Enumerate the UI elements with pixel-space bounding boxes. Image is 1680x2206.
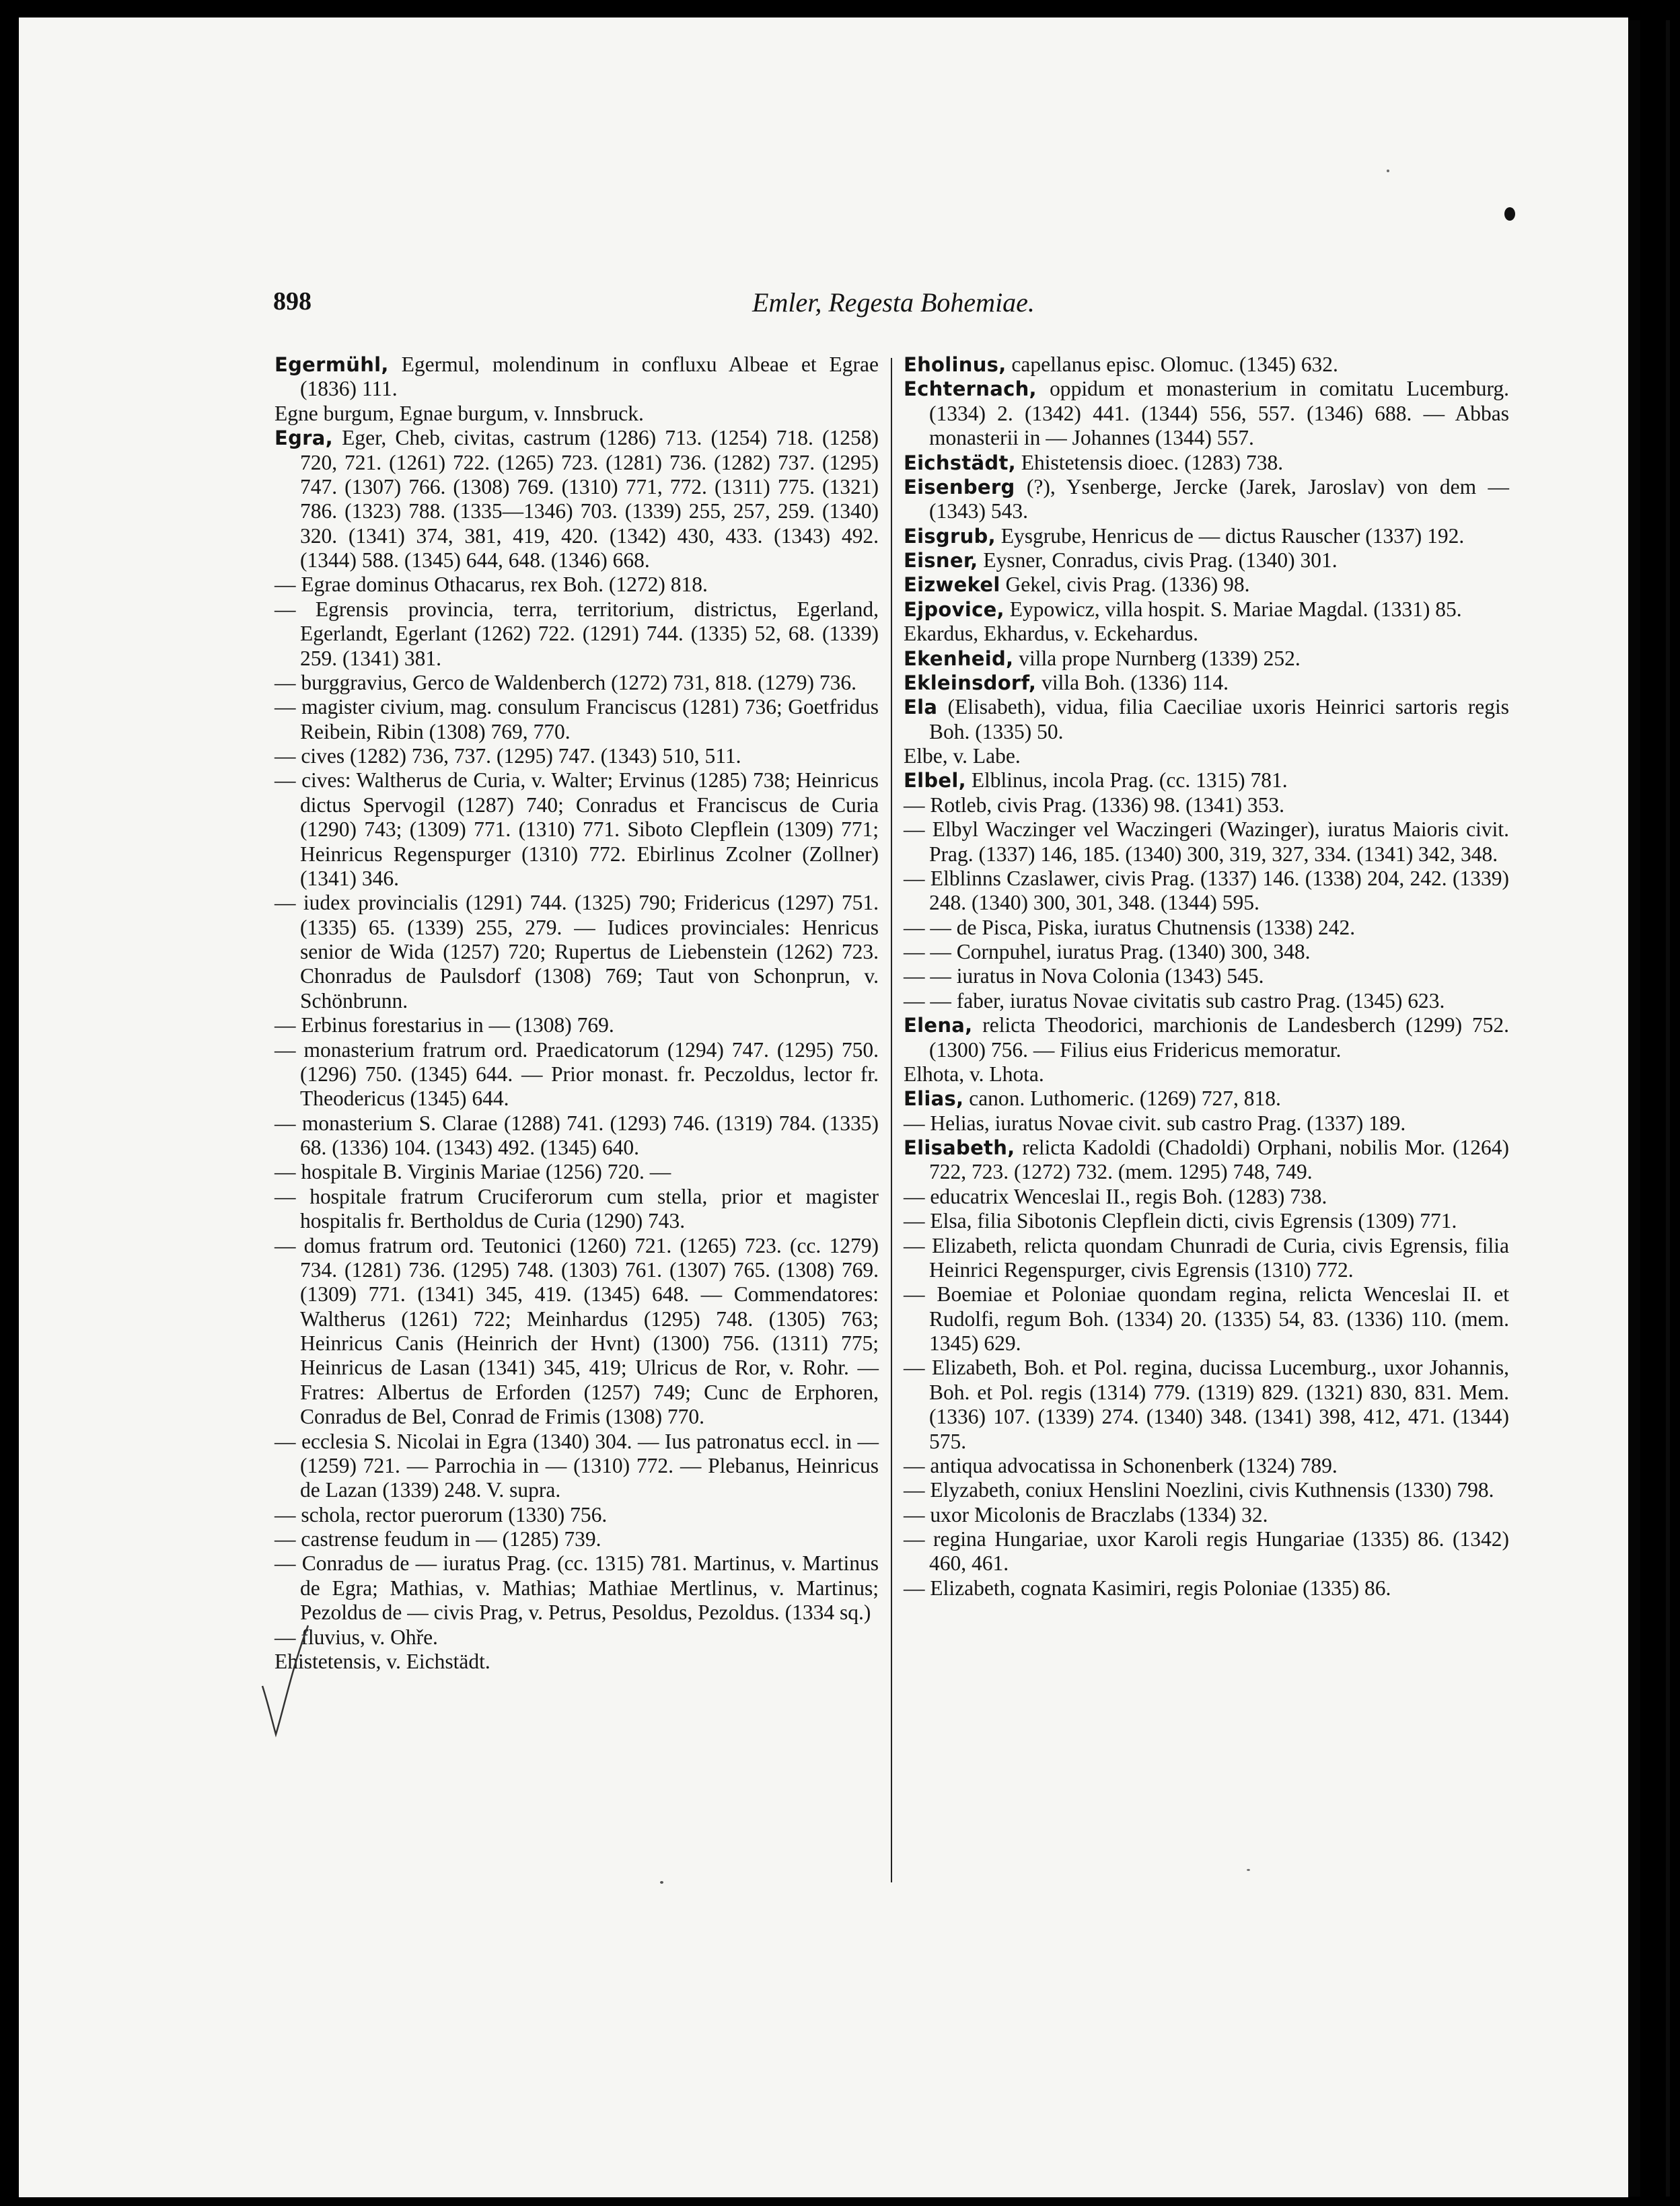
entry-text: Ehistetensis, v. Eichstädt.: [275, 1649, 490, 1673]
entry-text: Eysgrube, Henricus de — dictus Rauscher (1337) 192.: [995, 523, 1465, 548]
index-entry: [904, 744, 1509, 768]
entry-text: Elbe, v. Labe.: [904, 744, 1021, 768]
entry-text: Egermul, molendinum in confluxu Albeae et Egrae (1836) 111.: [300, 353, 879, 401]
entry-text: — Elbyl Waczinger vel Waczingeri (Wazinger), iuratus Maioris civit. Prag. (1337) 146, 185. (1340) 300, 319, 327, 334. (1341) 342, 348.: [904, 817, 1509, 866]
index-entry: [904, 475, 1509, 524]
index-entry: [904, 671, 1509, 695]
index-entry: [904, 1234, 1509, 1283]
index-entry: [275, 426, 879, 573]
index-entry: [275, 1160, 879, 1184]
index-entry: [904, 573, 1509, 597]
entry-text: — Erbinus forestarius in — (1308) 769.: [275, 1013, 614, 1037]
index-entry: [904, 817, 1509, 867]
entry-headword: Eizwekel: [904, 573, 1000, 597]
index-entry: [904, 1209, 1509, 1233]
entry-headword: Egermühl,: [275, 353, 389, 376]
entry-text: Gekel, civis Prag. (1336) 98.: [1000, 573, 1250, 597]
entry-text: — burggravius, Gerco de Waldenberch (1272) 731, 818. (1279) 736.: [275, 670, 856, 694]
entry-text: — cives (1282) 736, 737. (1295) 747. (1343) 510, 511.: [275, 744, 741, 768]
index-entry: [904, 622, 1509, 646]
entry-headword: Ekleinsdorf,: [904, 671, 1037, 694]
index-entry: [904, 1013, 1509, 1062]
index-entry: [904, 597, 1509, 622]
index-entry: [904, 768, 1509, 793]
index-entry: [275, 768, 879, 891]
entry-text: — Elizabeth, relicta quondam Chunradi de Curia, civis Egrensis, filia Heinrici Regenspurger, civis Egrensis (1310) 772.: [904, 1233, 1509, 1282]
index-entry: [275, 402, 879, 426]
entry-text: — Helias, iuratus Novae civit. sub castro Prag. (1337) 189.: [904, 1111, 1406, 1135]
handwritten-check-mark: [256, 1619, 316, 1740]
entry-headword: Eisgrub,: [904, 524, 996, 548]
entry-headword: Elias,: [904, 1087, 964, 1111]
index-entry: [275, 1013, 879, 1037]
index-entry: [904, 916, 1509, 940]
scan-edge: [1628, 20, 1640, 2197]
entry-text: — fluvius, v. Ohře.: [275, 1625, 438, 1649]
index-entry: [275, 1625, 879, 1650]
index-entry: [904, 1087, 1509, 1111]
entry-headword: Eholinus,: [904, 353, 1007, 376]
index-entry: [904, 1136, 1509, 1185]
entry-text: — educatrix Wenceslai II., regis Boh. (1283) 738.: [904, 1184, 1327, 1208]
entry-headword: Ela: [904, 696, 938, 719]
index-entry: [275, 1185, 879, 1234]
index-entry: [275, 353, 879, 402]
entry-text: villa prope Nurnberg (1339) 252.: [1013, 646, 1301, 670]
entry-text: — ecclesia S. Nicolai in Egra (1340) 304. — Ius patronatus eccl. in — (1259) 721. — Parrochia in — (1310) 772. — Plebanus, Heinricus de Lazan (1339) 248. V. supra.: [275, 1429, 879, 1502]
index-entry: [904, 377, 1509, 450]
index-entry: [904, 451, 1509, 475]
entry-headword: Echternach,: [904, 377, 1037, 401]
index-entry: [275, 597, 879, 671]
index-column-right: [904, 353, 1509, 1601]
entry-text: villa Boh. (1336) 114.: [1036, 670, 1229, 694]
index-entry: [904, 1282, 1509, 1356]
index-entry: [904, 1062, 1509, 1087]
entry-headword: Elbel,: [904, 769, 966, 793]
entry-text: — Rotleb, civis Prag. (1336) 98. (1341) 353.: [904, 793, 1285, 817]
index-entry: [904, 1527, 1509, 1576]
entry-text: — hospitale B. Virginis Mariae (1256) 720. —: [275, 1160, 671, 1184]
page-header: [19, 287, 1628, 327]
entry-text: — antiqua advocatissa in Schonenberk (1324) 789.: [904, 1453, 1338, 1477]
entry-text: oppidum et monasterium in comitatu Lucemburg. (1334) 2. (1342) 441. (1344) 556, 557. (1346) 688. — Abbas monasterii in — Johannes (1344) 557.: [929, 377, 1509, 450]
index-entry: [275, 1111, 879, 1161]
index-entry: [904, 1111, 1509, 1136]
ink-speck: [1247, 1869, 1250, 1871]
index-entry: [904, 1503, 1509, 1527]
entry-text: relicta Kadoldi (Chadoldi) Orphani, nobilis Mor. (1264) 722, 723. (1272) 732. (mem. 1295) 748, 749.: [929, 1136, 1509, 1184]
entry-text: canon. Luthomeric. (1269) 727, 818.: [963, 1087, 1281, 1111]
entry-text: — schola, rector puerorum (1330) 756.: [275, 1502, 608, 1527]
index-entry: [904, 989, 1509, 1013]
index-entry: [904, 353, 1509, 377]
entry-text: — castrense feudum in — (1285) 739.: [275, 1527, 601, 1551]
entry-text: — hospitale fratrum Cruciferorum cum stella, prior et magister hospitalis fr. Bertholdus de Curia (1290) 743.: [275, 1184, 879, 1233]
entry-text: — monasterium fratrum ord. Praedicatorum (1294) 747. (1295) 750. (1296) 750. (1345) 644. — Prior monast. fr. Peczoldus, lector fr. Theodericus (1345) 644.: [275, 1037, 879, 1111]
index-entry: [904, 867, 1509, 916]
index-entry: [904, 1478, 1509, 1502]
index-entry: [275, 744, 879, 768]
index-entry: [904, 1576, 1509, 1601]
index-entry: [904, 1185, 1509, 1209]
scan-edge-line: [1666, 20, 1670, 2197]
index-entry: [275, 1650, 879, 1674]
index-entry: [275, 671, 879, 695]
entry-text: Elhota, v. Lhota.: [904, 1062, 1044, 1086]
index-entry: [275, 695, 879, 744]
entry-text: Egne burgum, Egnae burgum, v. Innsbruck.: [275, 401, 644, 425]
index-entry: [904, 964, 1509, 988]
entry-headword: Eisenberg: [904, 475, 1015, 499]
entry-headword: Elena,: [904, 1014, 973, 1037]
entry-text: — Egrensis provincia, terra, territorium, districtus, Egerland, Egerlandt, Egerlant (1262) 722. (1291) 744. (1335) 52, 68. (1339) 259. (1341) 381.: [275, 597, 879, 670]
entry-headword: Ekenheid,: [904, 647, 1014, 670]
entry-text: — monasterium S. Clarae (1288) 741. (1293) 746. (1319) 784. (1335) 68. (1336) 104. (1343) 492. (1345) 640.: [275, 1111, 879, 1159]
entry-text: Ehistetensis dioec. (1283) 738.: [1015, 450, 1284, 474]
entry-text: — magister civium, mag. consulum Franciscus (1281) 736; Goetfridus Reibein, Ribin (1308) 769, 770.: [275, 695, 879, 743]
entry-text: (Elisabeth), vidua, filia Caeciliae uxoris Heinrici sartoris regis Boh. (1335) 50.: [929, 695, 1509, 743]
index-entry: [275, 1234, 879, 1430]
ink-speck: [660, 1881, 663, 1884]
entry-text: — Elsa, filia Sibotonis Clepflein dicti, civis Egrensis (1309) 771.: [904, 1209, 1457, 1233]
entry-text: — iudex provincialis (1291) 744. (1325) 790; Fridericus (1297) 751. (1335) 65. (1339) 255, 279. — Iudices provinciales: Henricus senior de Wida (1257) 720; Rupertus de Liebenstein (1262) 723. Chonradus de Paulsdorf (1308) 769; Taut von Schonprun, v. Schönbrunn.: [275, 891, 879, 1013]
index-entry: [275, 1551, 879, 1625]
index-entry: [904, 1356, 1509, 1454]
index-entry: [275, 1503, 879, 1527]
entry-headword: Eichstädt,: [904, 451, 1016, 474]
entry-text: — Elizabeth, Boh. et Pol. regina, ducissa Lucemburg., uxor Johannis, Boh. et Pol. regis (1314) 779. (1319) 829. (1321) 830, 831. Mem. (1336) 107. (1339) 274. (1340) 348. (1341) 398, 412, 471. (1344) 575.: [904, 1356, 1509, 1453]
entry-text: Elblinus, incola Prag. (cc. 1315) 781.: [965, 768, 1288, 793]
entry-text: Eysner, Conradus, civis Prag. (1340) 301.: [978, 548, 1338, 572]
entry-text: — Egrae dominus Othacarus, rex Boh. (1272) 818.: [275, 573, 708, 597]
entry-text: — Elyzabeth, coniux Henslini Noezlini, civis Kuthnensis (1330) 798.: [904, 1478, 1494, 1502]
index-entry: [904, 548, 1509, 573]
entry-text: Ekardus, Ekhardus, v. Eckehardus.: [904, 622, 1198, 646]
entry-text: — — de Pisca, Piska, iuratus Chutnensis (1338) 242.: [904, 915, 1356, 939]
index-entry: [275, 573, 879, 597]
entry-text: — — iuratus in Nova Colonia (1343) 545.: [904, 964, 1264, 988]
entry-text: — Boemiae et Poloniae quondam regina, relicta Wenceslai II. et Rudolfi, regum Boh. (1334) 20. (1335) 54, 83. (1336) 110. (mem. 1345) 629.: [904, 1282, 1509, 1355]
entry-text: — — Cornpuhel, iuratus Prag. (1340) 300, 348.: [904, 940, 1311, 963]
entry-text: (?), Ysenberge, Jercke (Jarek, Jaroslav) von dem — (1343) 543.: [929, 474, 1509, 523]
entry-headword: Elisabeth,: [904, 1136, 1015, 1159]
index-entry: [275, 1527, 879, 1551]
scanned-page: [19, 17, 1628, 2197]
entry-text: — Elblinns Czaslawer, civis Prag. (1337) 146. (1338) 204, 242. (1339) 248. (1340) 300, 301, 348. (1344) 595.: [904, 866, 1509, 915]
running-title: Emler, Regesta Bohemiae.: [752, 287, 1035, 318]
entry-text: — regina Hungariae, uxor Karoli regis Hungariae (1335) 86. (1342) 460, 461.: [904, 1527, 1509, 1576]
page-number: 898: [273, 287, 312, 316]
entry-text: — Elizabeth, cognata Kasimiri, regis Poloniae (1335) 86.: [904, 1576, 1391, 1600]
entry-text: — — faber, iuratus Novae civitatis sub castro Prag. (1345) 623.: [904, 988, 1445, 1013]
entry-text: — cives: Waltherus de Curia, v. Walter; Ervinus (1285) 738; Heinricus dictus Spervogil (1287) 740; Conradus et Franciscus de Curia (1290) 743; (1309) 771. (1310) 771. Siboto Clepflein (1309) 771; Heinricus Regenspurger (1310) 772. Ebirlinus Zcolner (Zollner) (1341) 346.: [275, 768, 879, 890]
ink-speck: [1387, 170, 1389, 172]
index-entry: [904, 793, 1509, 817]
entry-text: Eger, Cheb, civitas, castrum (1286) 713. (1254) 718. (1258) 720, 721. (1261) 722. (1265) 723. (1281) 736. (1282) 737. (1295) 747. (1307) 766. (1308) 769. (1310) 771, 772. (1311) 775. (1321) 786. (1323) 788. (1335—1346) 703. (1339) 255, 257, 259. (1340) 320. (1341) 374, 381, 419, 420. (1342) 430, 433. (1343) 492. (1344) 588. (1345) 644, 648. (1346) 668.: [300, 426, 879, 572]
index-entry: [275, 891, 879, 1013]
entry-text: — Conradus de — iuratus Prag. (cc. 1315) 781. Martinus, v. Martinus de Egra; Mathias, v. Mathias; Mathiae Mertlinus, v. Martinus; Pezoldus de — civis Prag, v. Petrus, Pesoldus, Pezoldus. (1334 sq.): [275, 1551, 879, 1625]
index-entry: [275, 1038, 879, 1111]
entry-text: — domus fratrum ord. Teutonici (1260) 721. (1265) 723. (cc. 1279) 734. (1281) 736. (1295) 748. (1303) 761. (1307) 765. (1308) 769. (1309) 771. (1341) 345, 419. (1345) 648. — Commendatores: Waltherus (1261) 722; Meinhardus (1295) 748. (1305) 763; Heinricus Canis (Heinrich der Hvnt) (1300) 756. (1311) 775; Heinricus de Lasan (1341) 345, 419; Ulricus de Ror, v. Rohr. — Fratres: Albertus de Erforden (1257) 749; Cunc de Erphoren, Conradus de Bel, Conrad de Frimis (1308) 770.: [275, 1233, 879, 1429]
index-entry: [904, 940, 1509, 964]
column-divider: [891, 358, 892, 1882]
entry-headword: Ejpovice,: [904, 597, 1005, 621]
ink-speck: [1504, 207, 1515, 221]
entry-headword: Eisner,: [904, 549, 978, 572]
index-entry: [904, 1454, 1509, 1478]
index-entry: [275, 1430, 879, 1503]
entry-text: relicta Theodorici, marchionis de Landesberch (1299) 752. (1300) 756. — Filius eius Fridericus memoratur.: [929, 1013, 1509, 1062]
entry-text: — uxor Micolonis de Braczlabs (1334) 32.: [904, 1502, 1268, 1527]
index-entry: [904, 647, 1509, 671]
index-column-left: [275, 353, 879, 1674]
entry-text: Eypowicz, villa hospit. S. Mariae Magdal. (1331) 85.: [1004, 597, 1462, 621]
entry-headword: Egra,: [275, 427, 333, 450]
index-entry: [904, 524, 1509, 548]
index-entry: [904, 695, 1509, 744]
entry-text: capellanus episc. Olomuc. (1345) 632.: [1006, 353, 1338, 376]
